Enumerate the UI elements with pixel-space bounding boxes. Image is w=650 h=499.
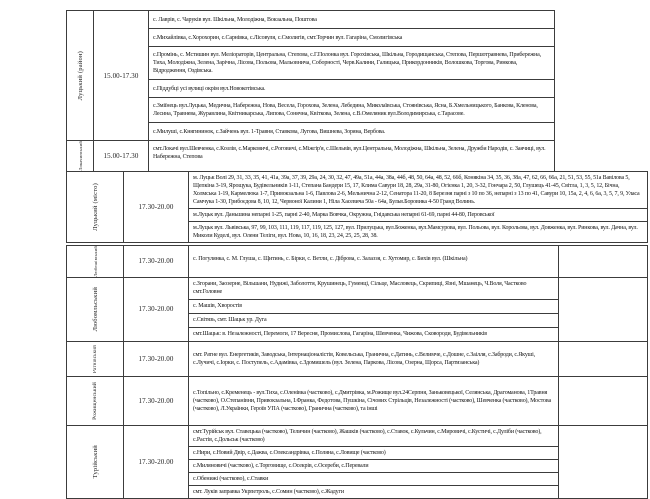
time-range: 17.30-20.00 (138, 305, 174, 314)
empty-tail-cell (558, 246, 647, 277)
district-section (66, 277, 648, 342)
schedule-row: с. Лаврів, с. Чаруків вул. Шкільна, Молодіжна, Вокзальна, Поштова (153, 16, 317, 23)
empty-tail-cell (558, 342, 647, 376)
schedule-row: с. Погулянка, с. М. Глуша, с. Щитинь, с. Бірки, с. Ветли, с. Діброва, с. Залаззя, с. Хутомир, с. Бихів вул. (Шкільна) (193, 255, 468, 262)
district-label: Рожищенський (92, 381, 98, 420)
schedule-rows (149, 11, 554, 140)
district-label-cell (67, 11, 94, 140)
schedule-row: с. Машів, Хворостів (189, 299, 558, 313)
schedule-row: с.Нири, с.Новий Двір, с.Дажва, с.Олександрівка, с.Поляна, с.Ловище (частково) (189, 446, 558, 459)
district-label-cell (67, 342, 124, 376)
empty-tail-cell (558, 278, 647, 341)
district-label-cell (67, 172, 124, 242)
time-cell (124, 172, 189, 242)
empty-tail-cell (558, 426, 647, 498)
district-section (66, 245, 648, 278)
schedule-row: с.Михайлівка, с.Хорохорин, с.Сарнівка, с.Лісовуля, с.Смолигів, смт.Торчин вул. Гагаріна, Смолигівська (149, 28, 554, 46)
schedule-row: с.Милуші, с.Княгининок, с.Зайчень вул. 1-Травня, Ставкова, Лугова, Вишнева, Зоряна, Вербова. (149, 122, 554, 140)
time-range: 17.30-20.00 (138, 396, 174, 405)
schedule-row: с.Зміїнець вул.Луцька, Медична, Набережна, Нова, Весела, Горохова, Зелена, Лебедина, Миколаївська, Стоянівська, Ясна, Б.Хмельницького, Банкова, Кленова, Лесина, Травнева, Журавлина, Квітникарська, Липова, Сонячна, Квіткова, Зелена, с.В.Омеляник вул.Володимирська, с.Тарасове. (149, 97, 554, 122)
district-label-cell (67, 278, 124, 341)
schedule-row: смт.Шацьк: в. Незалежності, Перемоги, 17 Вересня, Промислова, Гагаріна, Шевченка, Чижова, Сковороди, Будівельників (189, 327, 558, 341)
schedule-row: смт. Ратне вул. Енергетиків, Заводська, Інтернаціоналістів, Ковельська, Гранична, с.Датинь, с.Велимче, с.Дошне, с.Заілля, с.Заброди, с.Якуші, с.Лучичі, с.Іорки, с. Поступель, с.Адамівка, с.Здомишель (вул. Зелена, Паркова, Лісова, Озерна, Щорса, Партизанська) (193, 351, 536, 366)
time-range: 17.30-20.00 (138, 202, 174, 211)
schedule-rows (189, 342, 558, 376)
schedule-row: м.Луцьк вул. Даньшина непарні 1-25, парні 2-40, Марка Вовчка, Окружна, Гнідавська непарні 61-69, парні 44-80, Перовської (189, 208, 647, 221)
district-label: Турійський (91, 444, 99, 479)
district-section (66, 171, 648, 243)
district-label: Любомльський (91, 286, 99, 332)
district-label: Любешівський (92, 245, 98, 277)
district-label: Локачинський (77, 141, 83, 171)
schedule-rows (189, 246, 558, 277)
time-range: 15.00-17.30 (103, 71, 139, 80)
schedule-row: с.Миляновичі (частково), с.Торговище, с.Осекрів, с.Осереби, с.Перевали (189, 459, 558, 472)
district-label-cell (67, 426, 124, 498)
schedule-rows (189, 377, 558, 425)
district-section (66, 341, 648, 377)
schedule-row: с.Обенижі (частково), с.Ставки (189, 472, 558, 485)
schedule-row: смт.Локачі вул.Шевченка, с.Козлів, с.Марковичі, с.Роговичі, с.Міжгір'я, с.Шельвів, вул.Центральна, Молодіжна, Шкільна, Зелена, Дружби Народів, с. Заячиці, вул. Набережна, Степова (153, 146, 546, 160)
time-range: 15.00-17.30 (103, 151, 139, 160)
time-cell (94, 141, 149, 171)
schedule-rows (149, 141, 554, 171)
district-section (66, 140, 555, 172)
schedule-row: с.Промінь, с. Мстишин вул. Меліораторів, Центральна, Степова, с.Г.Полонка вул. Горохівська, Шкільна, Городищанська, Степова, Першотравнева, Прибережна, Тиха, Молодіжна, Зелена, Зарічна, Лісова, Польова, Мальовнича, Соборності, Черв.Калини, Галицька, Прикордонників, Волошкова, Торгова, Ринкова, Відродження, Оздівська. (149, 46, 554, 79)
schedule-row: м. Луцьк Волі 29, 31, 33, 35, 41, 41а, 39а, 37, 39, 29а, 24, 30, 32, 47, 49а, 51а, 44а, 38а, 44б, 48, 50, 64а, 48, 52, 66б, Конякіна 34, 35, 36, 38а, 47, 62, 66, 66а, 21, 51, 53, 55, 51а Вавілова 5, Щепкіна 3-19, Ярощука, Будівельників 1-11, Степана Бандери 15, 17, Клима Савури 18, 28, 29а, 31-80, Огієнка 1, 20, 3-32, Гончара 2, 50, Глушець 41-45, Світла, 1, 3, 5, 12, Бічна, Холмська 1-19, Кармелюка 1-7, Привокзальна 1-6, Павлова 2-6, Мельнична 2-12, Сенатора 11-20, 8 Березня парні з 10 по 36, непарні з 13 по 41, Савури 10, 15а, 2, 4, 6, 6а, 3, 5, 7, 9, Уласа Самчука 1-30, Грибоєдова 8, 10, 12, Червоної Калини 1, Ніла Хасевича 50а - 64а, Бульв.Боровика 4-50 Гранд Волинь. (193, 174, 640, 205)
schedule-row: с.Топільно, с.Кременець - вул.Тиха, с.Оленівка (частково), с.Дмитрівка, м.Рожище вул.24Серпня, Заньковецької, Селянська, Драгоманова, 1Травня (частково), О.Степанівни, Привокзальна, І.Франка, Федотова, Пушкіна, Січових Стрільців, Незалежності (частково), Шевченка (частково), Мостова (частково), Л.Українки, Героїв УПА (частково), Гранична (частково), та інші (193, 389, 552, 412)
time-range: 17.30-20.00 (138, 257, 174, 266)
schedule-row: м.Луцьк вул. Львівська, 97, 99, 103, 111, 119, 117, 119, 125, 127, вул. Прилуцька, вул.Боженка, вул.Мамсурова, вул. Польова, вул. Корольова, вул. Довженка, вул. Ринкова, вул. Дачна, вул. Миколи Куделі, вул. Олени Теліги, вул. Нова, 10, 16, 18, 23, 24, 25, 25, 28, 38. (189, 221, 647, 242)
district-label-cell (67, 377, 124, 425)
time-range: 17.30-20.00 (138, 457, 174, 466)
schedule-rows (189, 278, 558, 341)
time-cell (124, 278, 189, 341)
district-section (66, 425, 648, 499)
empty-tail-cell (558, 377, 647, 425)
schedule-row: смт.Турійськ вул. Ставецька (частково), Теличин (частково), Жашків (частково), с.Ставок, с.Кульчин, с.Мировичі, с.Кустичі, с.Дуліби (частково), с.Растів, с.Дольськ (частково) (193, 428, 542, 443)
outage-schedule-table (66, 10, 648, 499)
district-label-cell (67, 246, 124, 277)
district-label: Луцький (місто) (91, 182, 99, 231)
district-section (66, 10, 555, 141)
time-cell (94, 11, 149, 140)
schedule-row: с.Світязь, смт. Шацьк ур. Дуга (189, 313, 558, 327)
time-cell (124, 342, 189, 376)
time-cell (124, 426, 189, 498)
district-label: Луцький (район) (76, 50, 84, 101)
district-label-cell (67, 141, 94, 171)
district-label: Ратнівський (92, 344, 98, 373)
time-cell (124, 377, 189, 425)
time-range: 17.30-20.00 (138, 354, 174, 363)
schedule-row: с.Піддубці усі вулиці окрім вул.Новокотівська. (149, 79, 554, 97)
district-section (66, 376, 648, 426)
time-cell (124, 246, 189, 277)
schedule-rows (189, 426, 558, 498)
schedule-rows (189, 172, 647, 242)
schedule-row: смт. Луків заправка Укрпетроль, с.Сомин (частково), с.Жадуги (189, 485, 558, 498)
schedule-row: с.Згорани, Заозерне, Вільшани, Нудижі, Заболоття, Крушинець, Гуменці, Сільце, Масловець, Скрипиці, Язні, Мшанець, Ч.Воля, Частково смт.Головне (193, 281, 527, 296)
